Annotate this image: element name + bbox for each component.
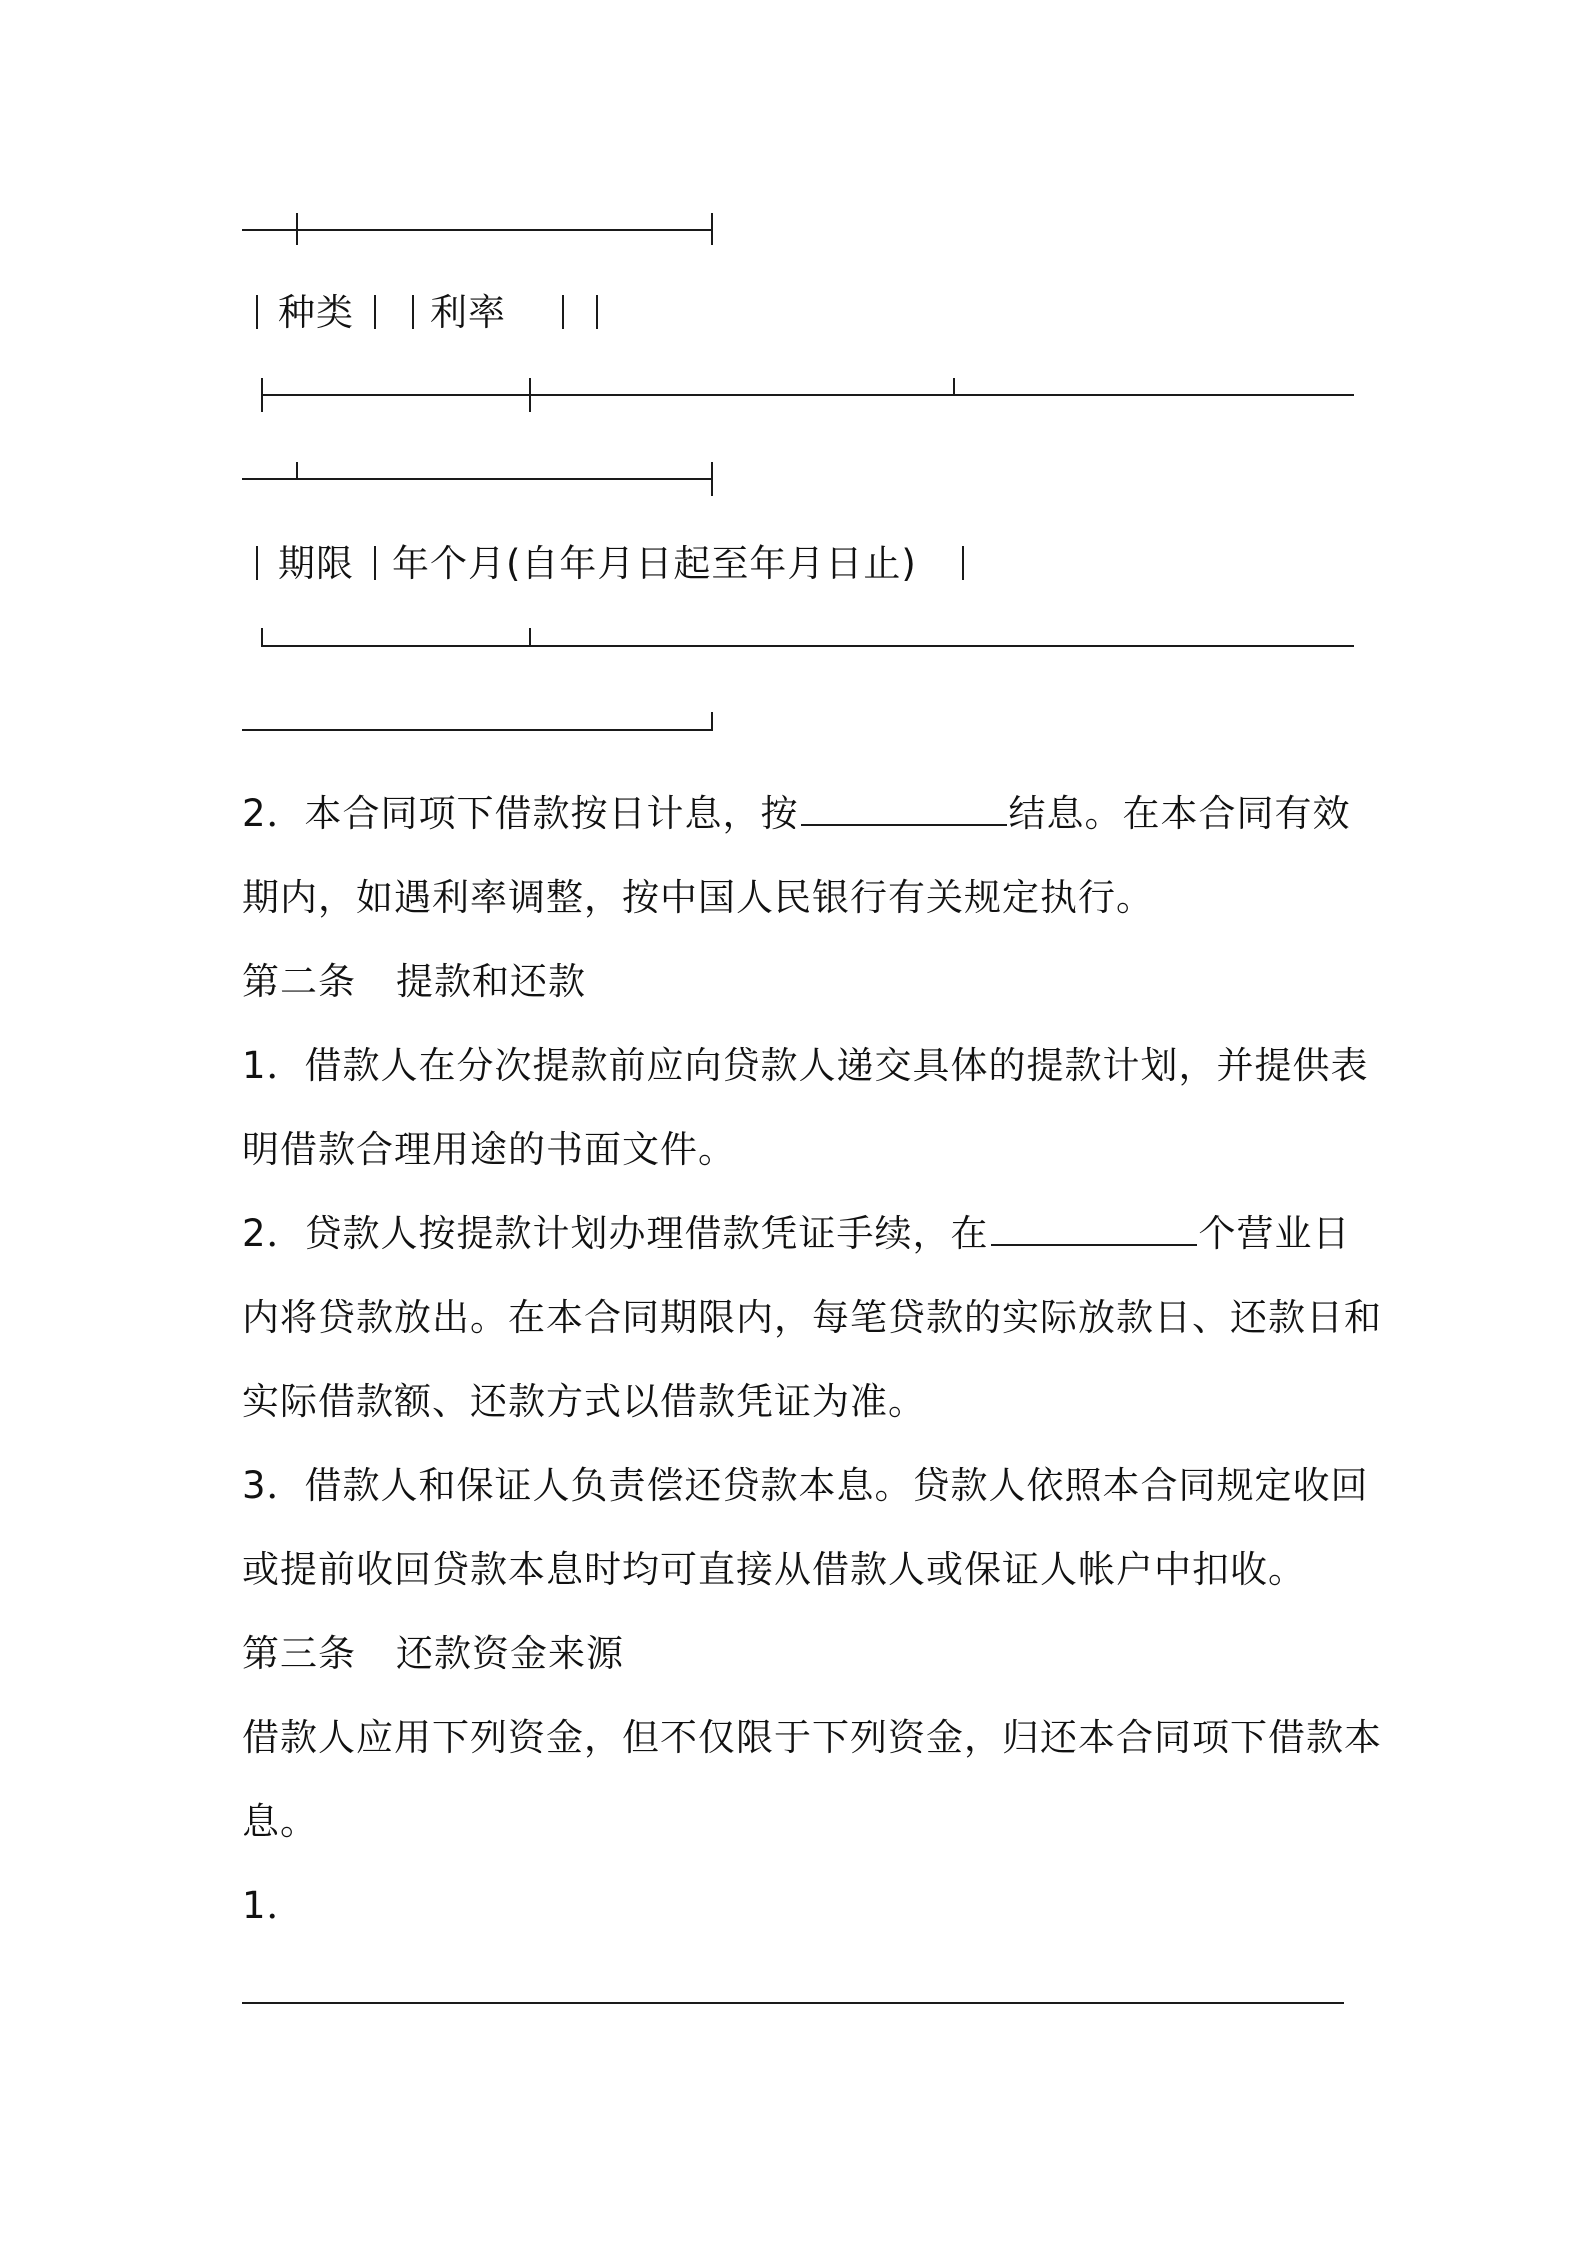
table-label-kind: 种类 [278,291,354,334]
table-term-value: 年个月(自年月日起至年月日止) [392,542,917,585]
blank-business-days [991,1214,1197,1246]
clause-3-line-2: 息。 [242,1800,318,1843]
clause-2-3-line-2: 或提前收回贷款本息时均可直接从借款人或保证人帐户中扣收。 [242,1548,1306,1591]
blank-settlement-method [801,794,1007,826]
blank-fund-source-line [242,2002,1344,2004]
clause-2-2-line-1: 2．贷款人按提款计划办理借款凭证手续，在 个营业日 [242,1212,1351,1255]
article-2-heading: 第二条 提款和还款 [242,960,586,1003]
clause-3-item-1: 1． [242,1884,305,1927]
clause-2-2-line-2: 内将贷款放出。在本合同期限内，每笔贷款的实际放款日、还款日和 [242,1296,1382,1339]
article-3-heading: 第三条 还款资金来源 [242,1632,624,1675]
clause-2-1-line-1: 1．借款人在分次提款前应向贷款人递交具体的提款计划，并提供表 [242,1044,1369,1087]
clause-2-3-line-1: 3．借款人和保证人负责偿还贷款本息。贷款人依照本合同规定收回 [242,1464,1369,1507]
table-label-term: 期限 [278,542,354,585]
clause-2-2-line-3: 实际借款额、还款方式以借款凭证为准。 [242,1380,926,1423]
clause-1-2-line-1: 2．本合同项下借款按日计息，按 结息。在本合同有效 [242,792,1351,835]
clause-2-1-line-2: 明借款合理用途的书面文件。 [242,1128,736,1171]
table-label-rate: 利率 [430,291,506,334]
clause-3-line-1: 借款人应用下列资金，但不仅限于下列资金，归还本合同项下借款本 [242,1716,1382,1759]
clause-1-2-line-2: 期内，如遇利率调整，按中国人民银行有关规定执行。 [242,876,1154,919]
